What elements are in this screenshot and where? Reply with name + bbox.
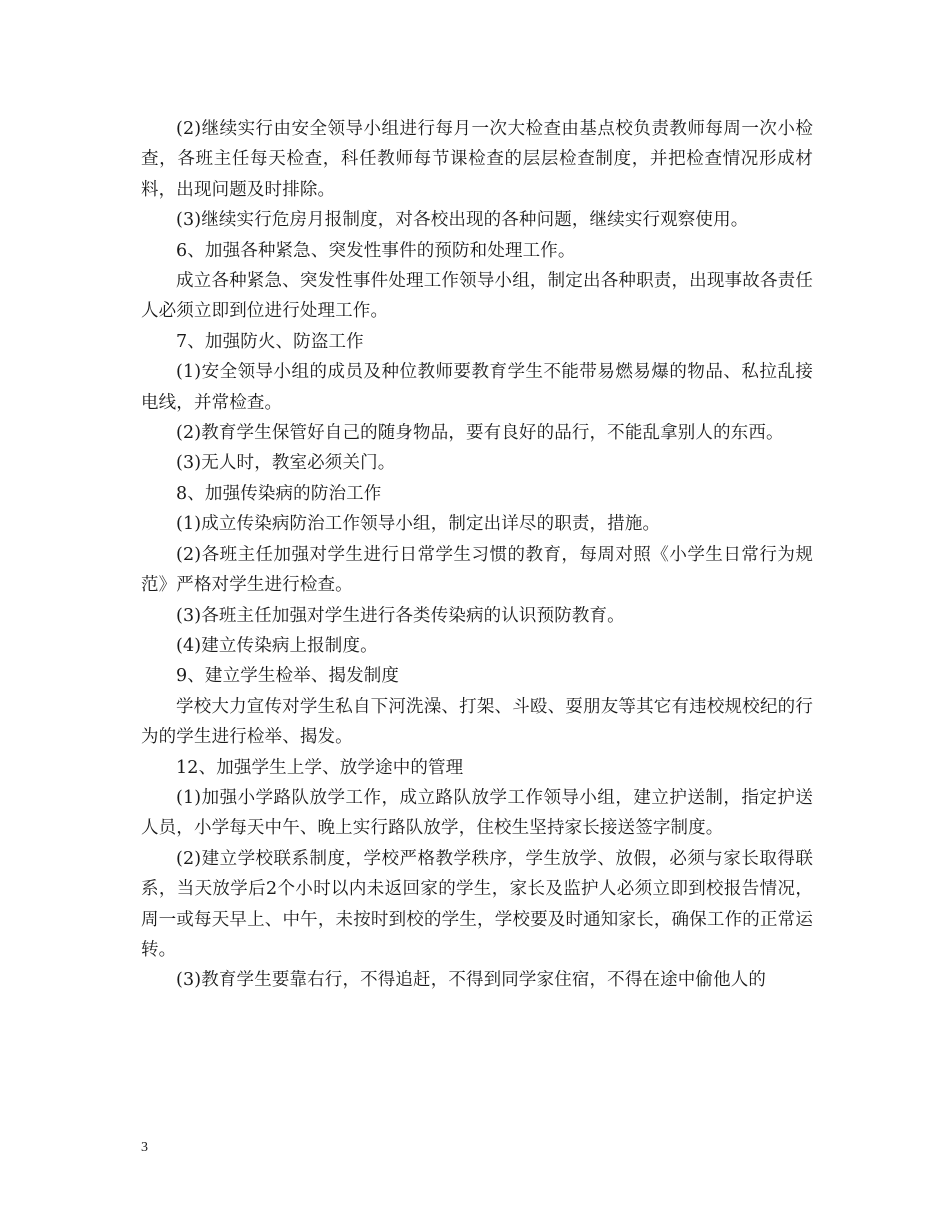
paragraph: (3)无人时，教室必须关门。 [176, 453, 396, 474]
paragraph: (2)建立学校联系制度，学校严格教学秩序，学生放学、放假，必须与家长取得联系，当天放学后2个小时以内未返回家的学生，家长及监护人必须立即到校报告情况，周一或每天早上、中午，未按时到校的学生，学校要及时通知家长，确保工作的正常运转。 [141, 848, 813, 960]
paragraph: (1)加强小学路队放学工作，成立路队放学工作领导小组，建立护送制，指定护送人员，小学每天中午、晚上实行路队放学，住校生坚持家长接送签字制度。 [141, 787, 813, 839]
paragraph: (1)安全领导小组的成员及种位教师要教育学生不能带易燃易爆的物品、私拉乱接电线，并常检查。 [141, 362, 813, 413]
paragraph: (2)各班主任加强对学生进行日常学生习惯的教育，每周对照《小学生日常行为规范》严格对学生进行检查。 [141, 544, 813, 596]
section-heading: 12、加强学生上学、放学途中的管理 [176, 757, 464, 778]
page-number: 3 [141, 1140, 148, 1155]
section-heading: 8、加强传染病的防治工作 [176, 483, 382, 504]
section-heading: 6、加强各种紧急、突发性事件的预防和处理工作。 [176, 240, 576, 261]
paragraph: (2)教育学生保管好自己的随身物品，要有良好的品行，不能乱拿别人的东西。 [176, 423, 784, 444]
section-heading: 7、加强防火、防盗工作 [176, 331, 364, 352]
paragraph: (3)教育学生要靠右行，不得追赶，不得到同学家住宿，不得在途中偷他人的 [176, 970, 767, 991]
section-heading: 9、建立学生检举、揭发制度 [176, 666, 400, 687]
paragraph: 成立各种紧急、突发性事件处理工作领导小组，制定出各种职责，出现事故各责任人必须立即到位进行处理工作。 [141, 271, 813, 322]
paragraph: (3)各班主任加强对学生进行各类传染病的认识预防教育。 [176, 605, 625, 626]
paragraph: 学校大力宣传对学生私自下河洗澡、打架、斗殴、耍朋友等其它有违校规校纪的行为的学生进行检举、揭发。 [141, 696, 813, 748]
paragraph: (1)成立传染病防治工作领导小组，制定出详尽的职责，措施。 [176, 514, 661, 535]
paragraph: (4)建立传染病上报制度。 [176, 635, 378, 656]
document-body [141, 114, 813, 996]
paragraph: (2)继续实行由安全领导小组进行每月一次大检查由基点校负责教师每周一次小检查，各班主任每天检查，科任教师每节课检查的层层检查制度，并把检查情况形成材料，出现问题及时排除。 [141, 119, 813, 200]
paragraph: (3)继续实行危房月报制度，对各校出现的各种问题，继续实行观察使用。 [176, 210, 749, 231]
